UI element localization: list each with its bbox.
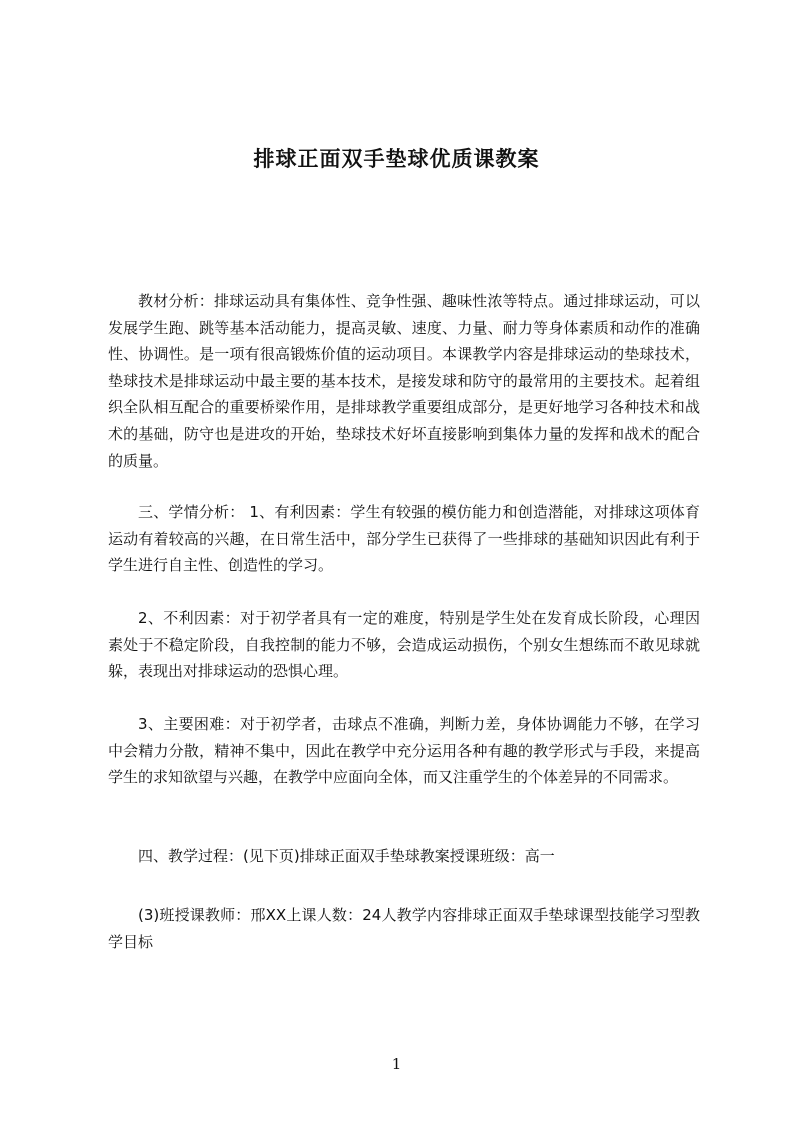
paragraph-main-difficulties: 3、主要困难：对于初学者，击球点不准确，判断力差，身体协调能力不够，在学习中会精力分散，精神不集中，因此在教学中充分运用各种有趣的教学形式与手段，来提高学生的求知欲望与兴趣，在教学中应面向全体，而又注重学生的个体差异的不同需求。: [108, 715, 700, 787]
paragraph-teaching-process: 四、教学过程：(见下页)排球正面双手垫球教案授课班级：高一: [138, 847, 555, 865]
paragraph-unfavorable-factors: 2、不利因素：对于初学者具有一定的难度，特别是学生处在发育成长阶段，心理因素处于不稳定阶段，自我控制的能力不够，会造成运动损伤，个别女生想练而不敢见球就躲，表现出对排球运动的恐惧心理。: [108, 609, 700, 681]
paragraph-class-info: (3)班授课教师：邢XX上课人数：24人教学内容排球正面双手垫球课型技能学习型教学目标: [108, 906, 700, 951]
paragraph-textbook-analysis: 教材分析：排球运动具有集体性、竞争性强、趣味性浓等特点。通过排球运动，可以发展学生跑、跳等基本活动能力，提高灵敏、速度、力量、耐力等身体素质和动作的准确性、协调性。是一项有很高锻炼价值的运动项目。本课教学内容是排球运动的垫球技术，垫球技术是排球运动中最主要的基本技术，是接发球和防守的最常用的主要技术。起着组织全队相互配合的重要桥梁作用，是排球教学重要组成部分，是更好地学习各种技术和战术的基础，防守也是进攻的开始，垫球技术好坏直接影响到集体力量的发挥和战术的配合的质量。: [108, 292, 700, 470]
document-title: 排球正面双手垫球优质课教案: [253, 147, 540, 171]
page-number: 1: [391, 1055, 402, 1073]
paragraph-learner-analysis: 三、学情分析： 1、有利因素：学生有较强的模仿能力和创造潜能，对排球这项体育运动有着较高的兴趣，在日常生活中，部分学生已获得了一些排球的基础知识因此有利于学生进行自主性、创造性的学习。: [108, 503, 700, 575]
